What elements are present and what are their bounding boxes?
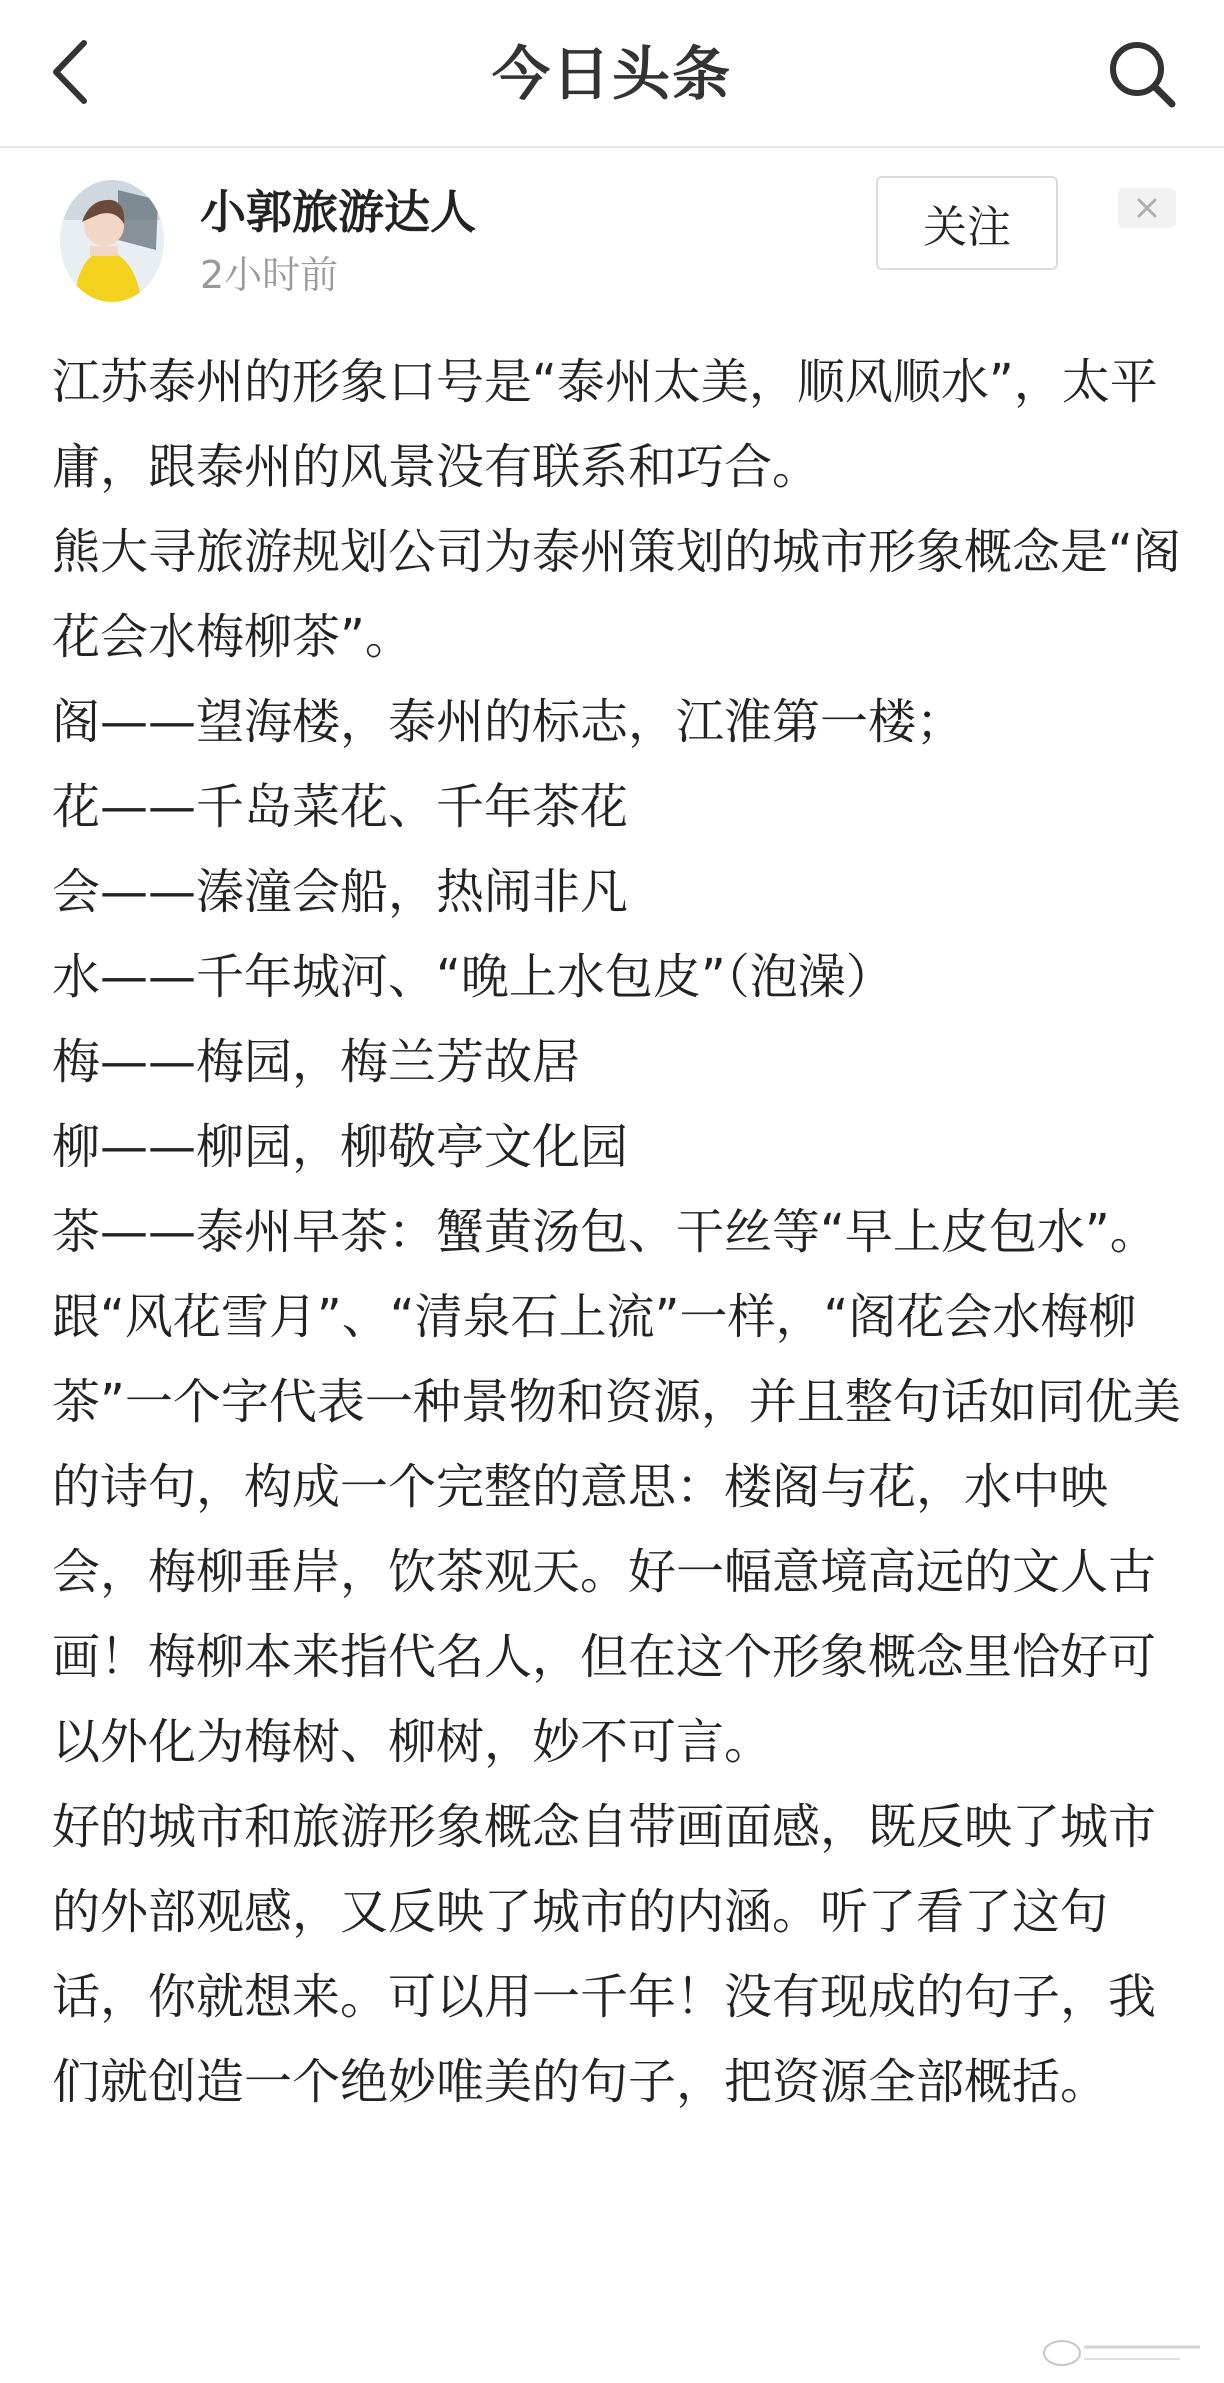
article-paragraph: 江苏泰州的形象口号是“泰州太美，顺风顺水”，太平庸，跟泰州的风景没有联系和巧合。	[52, 354, 1158, 495]
post-time: 2小时前	[200, 253, 339, 297]
search-icon	[1106, 38, 1178, 110]
article-paragraph: 柳——柳园，柳敬亭文化园	[52, 1119, 629, 1175]
search-button[interactable]	[1100, 32, 1184, 116]
close-icon	[1135, 196, 1159, 220]
article-paragraph: 好的城市和旅游形象概念自带画面感，既反映了城市的外部观感，又反映了城市的内涵。听了看了这句话，你就想来。可以用一千年！没有现成的句子，我们就创造一个绝妙唯美的句子，把资源全部概括。	[52, 1799, 1157, 2110]
dismiss-button[interactable]	[1118, 188, 1176, 228]
article-paragraph: 梅——梅园，梅兰芳故居	[52, 1034, 581, 1090]
article-paragraph: 跟“风花雪月”、“清泉石上流”一样，“阁花会水梅柳茶”一个字代表一种景物和资源，并且整句话如同优美的诗句，构成一个完整的意思：楼阁与花，水中映会，梅柳垂岸，饮茶观天。好一幅意境高远的文人古画！梅柳本来指代名人，但在这个形象概念里恰好可以外化为梅树、柳树，妙不可言。	[52, 1289, 1181, 1770]
article-paragraph: 水——千年城河、“晚上水包皮”（泡澡）	[52, 949, 894, 1005]
article-body	[52, 340, 1182, 2125]
follow-button[interactable]: 关注	[876, 176, 1058, 270]
article-paragraph: 熊大寻旅游规划公司为泰州策划的城市形象概念是“阁花会水梅柳茶”。	[52, 524, 1181, 665]
avatar-image	[60, 180, 164, 302]
article-paragraph: 茶——泰州早茶：蟹黄汤包、干丝等“早上皮包水”。	[52, 1204, 1158, 1260]
article-paragraph: 阁——望海楼，泰州的标志，江淮第一楼；	[52, 694, 965, 750]
avatar[interactable]	[60, 180, 164, 302]
article-paragraph: 会——溱潼会船，热闹非凡	[52, 864, 629, 920]
app-title: 今日头条	[491, 40, 732, 108]
watermark-logo	[1040, 2333, 1210, 2373]
author-row	[0, 150, 1224, 320]
author-name[interactable]: 小郭旅游达人	[200, 185, 476, 239]
article-paragraph: 花——千岛菜花、千年茶花	[52, 779, 629, 835]
top-nav-bar	[0, 0, 1224, 148]
